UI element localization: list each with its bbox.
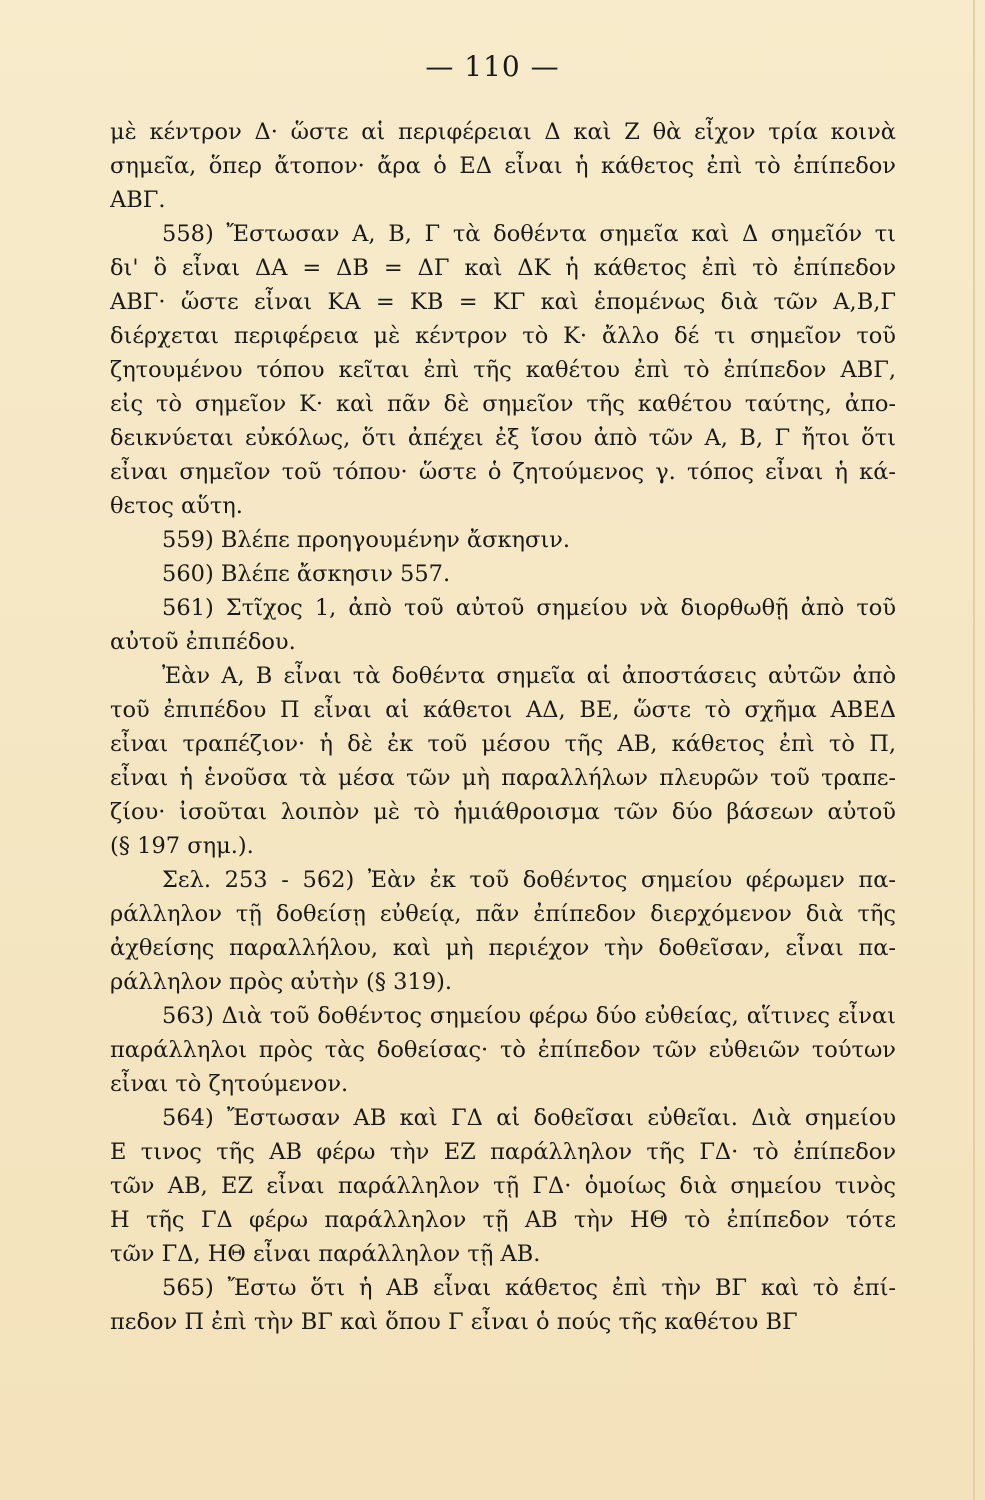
paragraph: [110, 999, 896, 1101]
text-line: 561) Στῖχος 1, ἀπὸ τοῦ αὐτοῦ σημείου νὰ διορθωθῇ ἀπὸ τοῦ: [162, 595, 896, 621]
text-line: μὲ κέντρον Δ· ὥστε αἱ περιφέρειαι Δ καὶ Ζ θὰ εἶχον τρία κοινὰ: [110, 119, 896, 145]
text-line: 564) Ἔστωσαν ΑΒ καὶ ΓΔ αἱ δοθεῖσαι εὐθεῖαι. Διὰ σημείου: [162, 1105, 896, 1131]
page-number: — 110 —: [425, 50, 560, 83]
text-line: Ε τινος τῆς ΑΒ φέρω τὴν ΕΖ παράλληλον τῆς ΓΔ· τὸ ἐπίπεδον: [110, 1139, 896, 1165]
paragraph: [110, 217, 896, 523]
text-line: 560) Βλέπε ἄσκησιν 557.: [162, 561, 451, 587]
text-line: Η τῆς ΓΔ φέρω παράλληλον τῇ ΑΒ τὴν ΗΘ τὸ ἐπίπεδον τότε: [110, 1207, 896, 1233]
paragraph: [110, 863, 896, 999]
text-line: Ἐὰν Α, Β εἶναι τὰ δοθέντα σημεῖα αἱ ἀποστάσεις αὐτῶν ἀπὸ: [162, 663, 896, 689]
text-line: εἶναι σημεῖον τοῦ τόπου· ὥστε ὁ ζητούμενος γ. τόπος εἶναι ἡ κά-: [110, 459, 896, 485]
paragraph: [110, 1271, 896, 1339]
text-line: 565) Ἔστω ὅτι ἡ ΑΒ εἶναι κάθετος ἐπὶ τὴν ΒΓ καὶ τὸ ἐπί-: [162, 1275, 896, 1301]
page-edge: [973, 0, 975, 1500]
text-line: δι' ὃ εἶναι ΔΑ = ΔΒ = ΔΓ καὶ ΔΚ ἡ κάθετος ἐπὶ τὸ ἐπίπεδον: [110, 255, 896, 281]
paragraph: [110, 115, 896, 217]
text-line: παράλληλοι πρὸς τὰς δοθείσας· τὸ ἐπίπεδον τῶν εὐθειῶν τούτων: [110, 1037, 896, 1063]
text-line: (§ 197 σημ.).: [110, 833, 254, 859]
text-line: αὐτοῦ ἐπιπέδου.: [110, 629, 296, 655]
text-line: εἶναι τὸ ζητούμενον.: [110, 1071, 349, 1097]
text-line: 563) Διὰ τοῦ δοθέντος σημείου φέρω δύο εὐθείας, αἵτινες εἶναι: [162, 1003, 896, 1029]
paragraph: [110, 557, 896, 591]
paragraph: [110, 523, 896, 557]
text-line: ΑΒΓ· ὥστε εἶναι ΚΑ = ΚΒ = ΚΓ καὶ ἑπομένως διὰ τῶν Α,Β,Γ: [110, 289, 896, 315]
text-line: εἰς τὸ σημεῖον Κ· καὶ πᾶν δὲ σημεῖον τῆς καθέτου ταύτης, ἀπο-: [110, 391, 896, 417]
text-line: ράλληλον τῇ δοθείσῃ εὐθείᾳ, πᾶν ἐπίπεδον διερχόμενον διὰ τῆς: [110, 901, 896, 927]
text-line: δεικνύεται εὐκόλως, ὅτι ἀπέχει ἐξ ἴσου ἀπὸ τῶν Α, Β, Γ ἤτοι ὅτι: [110, 425, 896, 451]
text-line: ζίου· ἰσοῦται λοιπὸν μὲ τὸ ἡμιάθροισμα τῶν δύο βάσεων αὐτοῦ: [110, 799, 896, 825]
body-text: [110, 115, 896, 1339]
paragraph: [110, 659, 896, 863]
text-line: ἀχθείσης παραλλήλου, καὶ μὴ περιέχον τὴν δοθεῖσαν, εἶναι πα-: [110, 935, 896, 961]
text-line: εἶναι τραπέζιον· ἡ δὲ ἐκ τοῦ μέσου τῆς ΑΒ, κάθετος ἐπὶ τὸ Π,: [110, 731, 896, 757]
text-line: θετος αὕτη.: [110, 493, 243, 519]
text-line: διέρχεται περιφέρεια μὲ κέντρον τὸ Κ· ἄλλο δέ τι σημεῖον τοῦ: [110, 323, 896, 349]
text-line: τῶν ΓΔ, ΗΘ εἶναι παράλληλον τῇ ΑΒ.: [110, 1241, 541, 1267]
text-line: σημεῖα, ὅπερ ἄτοπον· ἄρα ὁ ΕΔ εἶναι ἡ κάθετος ἐπὶ τὸ ἐπίπεδον: [110, 153, 896, 179]
text-line: 558) Ἔστωσαν Α, Β, Γ τὰ δοθέντα σημεῖα καὶ Δ σημεῖόν τι: [162, 221, 896, 247]
text-line: ΑΒΓ.: [110, 187, 166, 213]
text-line: 559) Βλέπε προηγουμένην ἄσκησιν.: [162, 527, 571, 553]
paragraph: [110, 1101, 896, 1271]
text-line: τοῦ ἐπιπέδου Π εἶναι αἱ κάθετοι ΑΔ, ΒΕ, ὥστε τὸ σχῆμα ΑΒΕΔ: [110, 697, 896, 723]
text-line: Σελ. 253 - 562) Ἐὰν ἐκ τοῦ δοθέντος σημείου φέρωμεν πα-: [162, 867, 896, 893]
text-line: τῶν ΑΒ, ΕΖ εἶναι παράλληλον τῇ ΓΔ· ὁμοίως διὰ σημείου τινὸς: [110, 1173, 896, 1199]
text-line: πεδον Π ἐπὶ τὴν ΒΓ καὶ ὅπου Γ εἶναι ὁ πούς τῆς καθέτου ΒΓ: [110, 1309, 798, 1335]
text-line: ράλληλον πρὸς αὐτὴν (§ 319).: [110, 969, 453, 995]
text-line: ζητουμένου τόπου κεῖται ἐπὶ τῆς καθέτου ἐπὶ τὸ ἐπίπεδον ΑΒΓ,: [110, 357, 896, 383]
text-line: εἶναι ἡ ἑνοῦσα τὰ μέσα τῶν μὴ παραλλήλων πλευρῶν τοῦ τραπε-: [110, 765, 896, 791]
paragraph: [110, 591, 896, 659]
